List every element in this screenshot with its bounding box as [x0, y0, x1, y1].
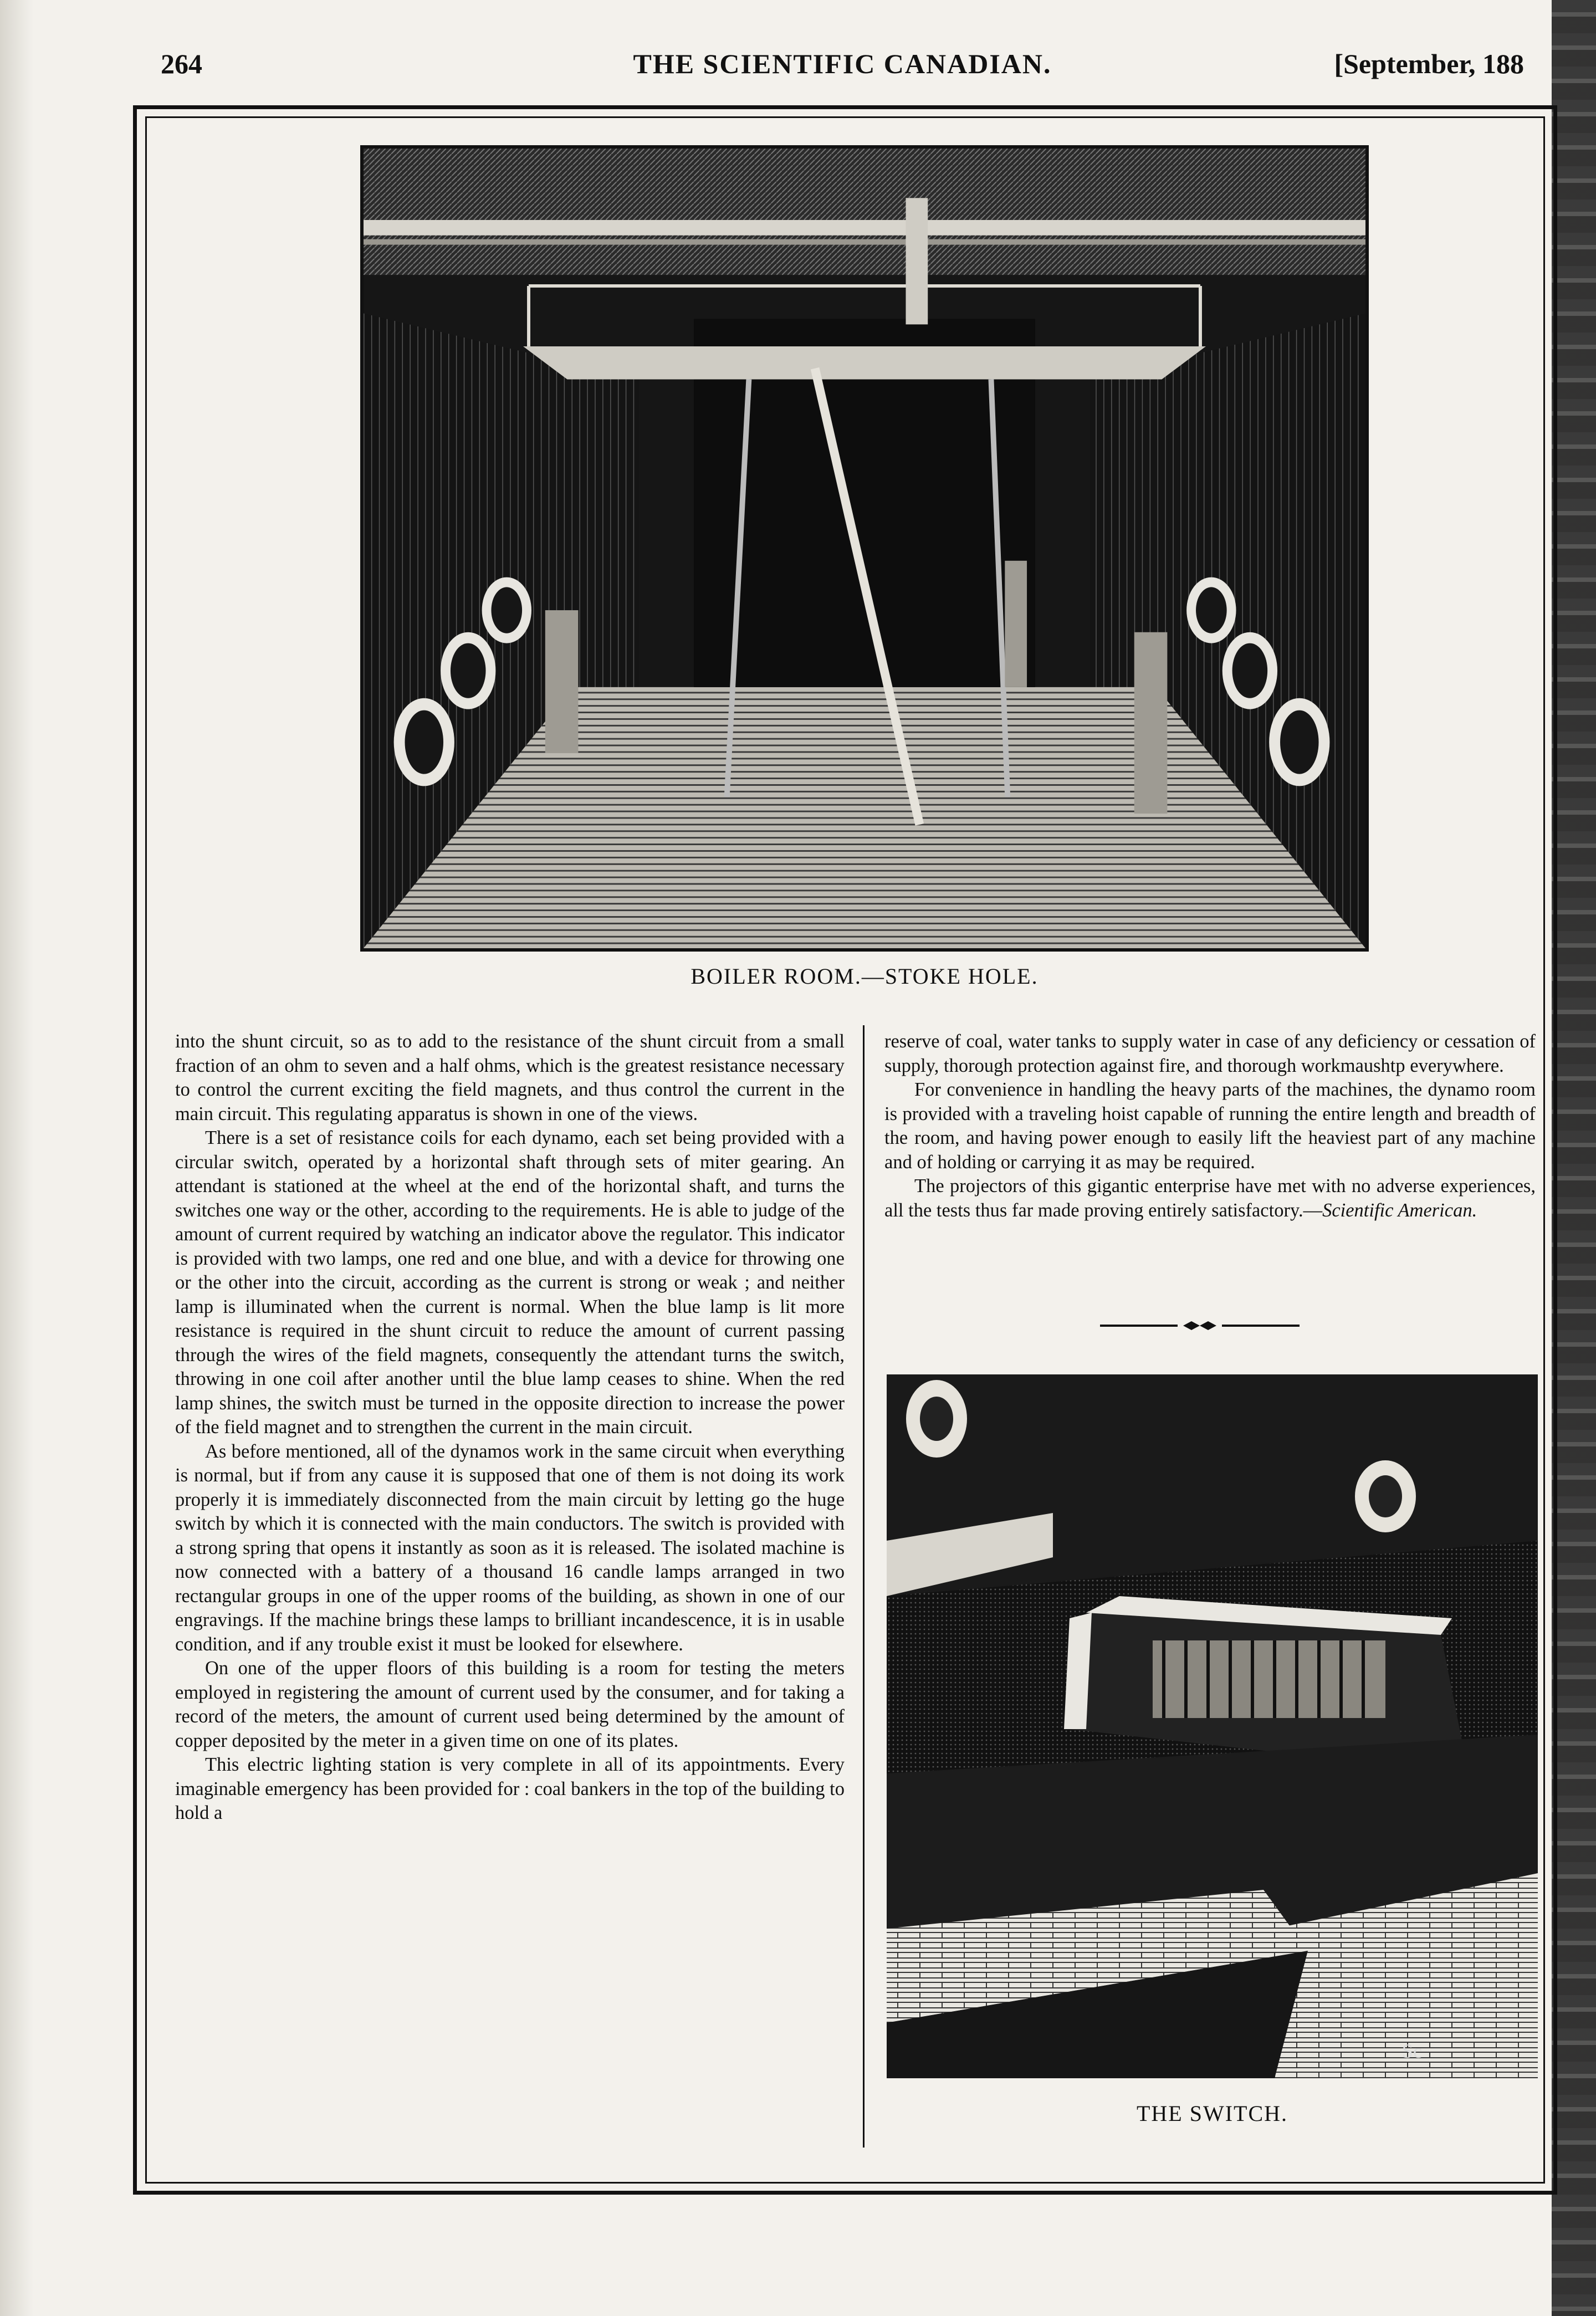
- column-rule: [863, 1025, 864, 2148]
- right-column: [884, 1030, 1536, 1223]
- page-number: 264: [161, 48, 202, 79]
- page-edge-dark-margin: [1552, 0, 1596, 2316]
- journal-title: THE SCIENTIFIC CANADIAN.: [633, 48, 1052, 79]
- paragraph: There is a set of resistance coils for each dynamo, each set being provided with a circular switch, operated by a horizontal shaft through sets of miter gearing. An attendant is stationed at the wheel at the end of the horizontal shaft, and turns the switches one way or the other, according to the requirements. He is able to judge of the amount of current required by watching an indicator above the regulator. This indicator is provided with two lamps, one red and one blue, and with a device for throwing one or the other into the circuit, according as the current is strong or weak ; and neither lamp is illuminated when the current is normal. When the blue lamp is lit more resistance is required in the shunt circuit to reduce the amount of current passing through the wires of the field magnets, consequently the attendant turns the switch, throwing in one coil after another until the blue lamp ceases to shine. When the red lamp shines, the switch must be turned in the opposite direction to increase the power of the field magnet and to strengthen the current in the main circuit.: [175, 1127, 845, 1438]
- engraver-signature: Sc: [1402, 2040, 1422, 2062]
- source-credit: Scientific American.: [1322, 1199, 1477, 1221]
- paragraph-text: The projectors of this gigantic enterprise have met with no adverse experiences, all the tests thus far made proving entirely satisfactory.—: [884, 1175, 1536, 1221]
- issue-date: [September, 188: [1334, 48, 1524, 79]
- paragraph: This electric lighting station is very complete in all of its appointments. Every imaginable emergency has been provided for : coal bankers in the top of the building to hold a: [175, 1754, 845, 1823]
- switch-engraving: [887, 1374, 1538, 2078]
- paragraph: [884, 1174, 1536, 1223]
- paragraph: As before mentioned, all of the dynamos work in the same circuit when everything is normal, but if from any cause it is supposed that one of them is not doing its work properly it is immediately disconnected from the main circuit by letting go the huge switch by which it is connected with the main conductors. The switch is provided with a strong spring that opens it instantly as soon as it is released. The isolated machine is now connected with a battery of a thousand 16 candle lamps arranged in two rectangular groups in one of the upper rooms of the building, as shown in one of our engravings. If the machine brings these lamps to brilliant incandescence, it is in usable condition, and if any trouble exist it must be looked for elsewhere.: [175, 1440, 845, 1655]
- divider-ornament: [1100, 1319, 1300, 1332]
- paragraph: reserve of coal, water tanks to supply water in case of any deficiency or cessation of supply, thorough protection against fire, and thorough workmaushtp everywhere.: [884, 1031, 1536, 1076]
- page-edge-shadow: [0, 0, 33, 2316]
- paragraph: On one of the upper floors of this building is a room for testing the meters employed in registering the amount of current used by the consumer, and for taking a record of the meters, the amount of current used being determined by the amount of copper deposited by the meter in a given time on one of its plates.: [175, 1658, 845, 1751]
- paragraph: into the shunt circuit, so as to add to the resistance of the shunt circuit from a small fraction of an ohm to seven and a half ohms, which is the greatest resistance necessary to control the current exciting the field magnets, and thus control the current in the main circuit. This regulating apparatus is shown in one of the views.: [175, 1031, 845, 1124]
- paragraph: For convenience in handling the heavy parts of the machines, the dynamo room is provided with a traveling hoist capable of running the entire length and breadth of the room, and having power enough to easily lift the heaviest part of any machine and of holding or carrying it as may be required.: [884, 1079, 1536, 1173]
- switch-caption: THE SWITCH.: [1136, 2101, 1288, 2126]
- running-head: [161, 48, 1524, 86]
- left-column: [175, 1030, 845, 1826]
- boiler-room-engraving: [360, 145, 1369, 952]
- boiler-room-caption: BOILER ROOM.—STOKE HOLE.: [690, 964, 1039, 989]
